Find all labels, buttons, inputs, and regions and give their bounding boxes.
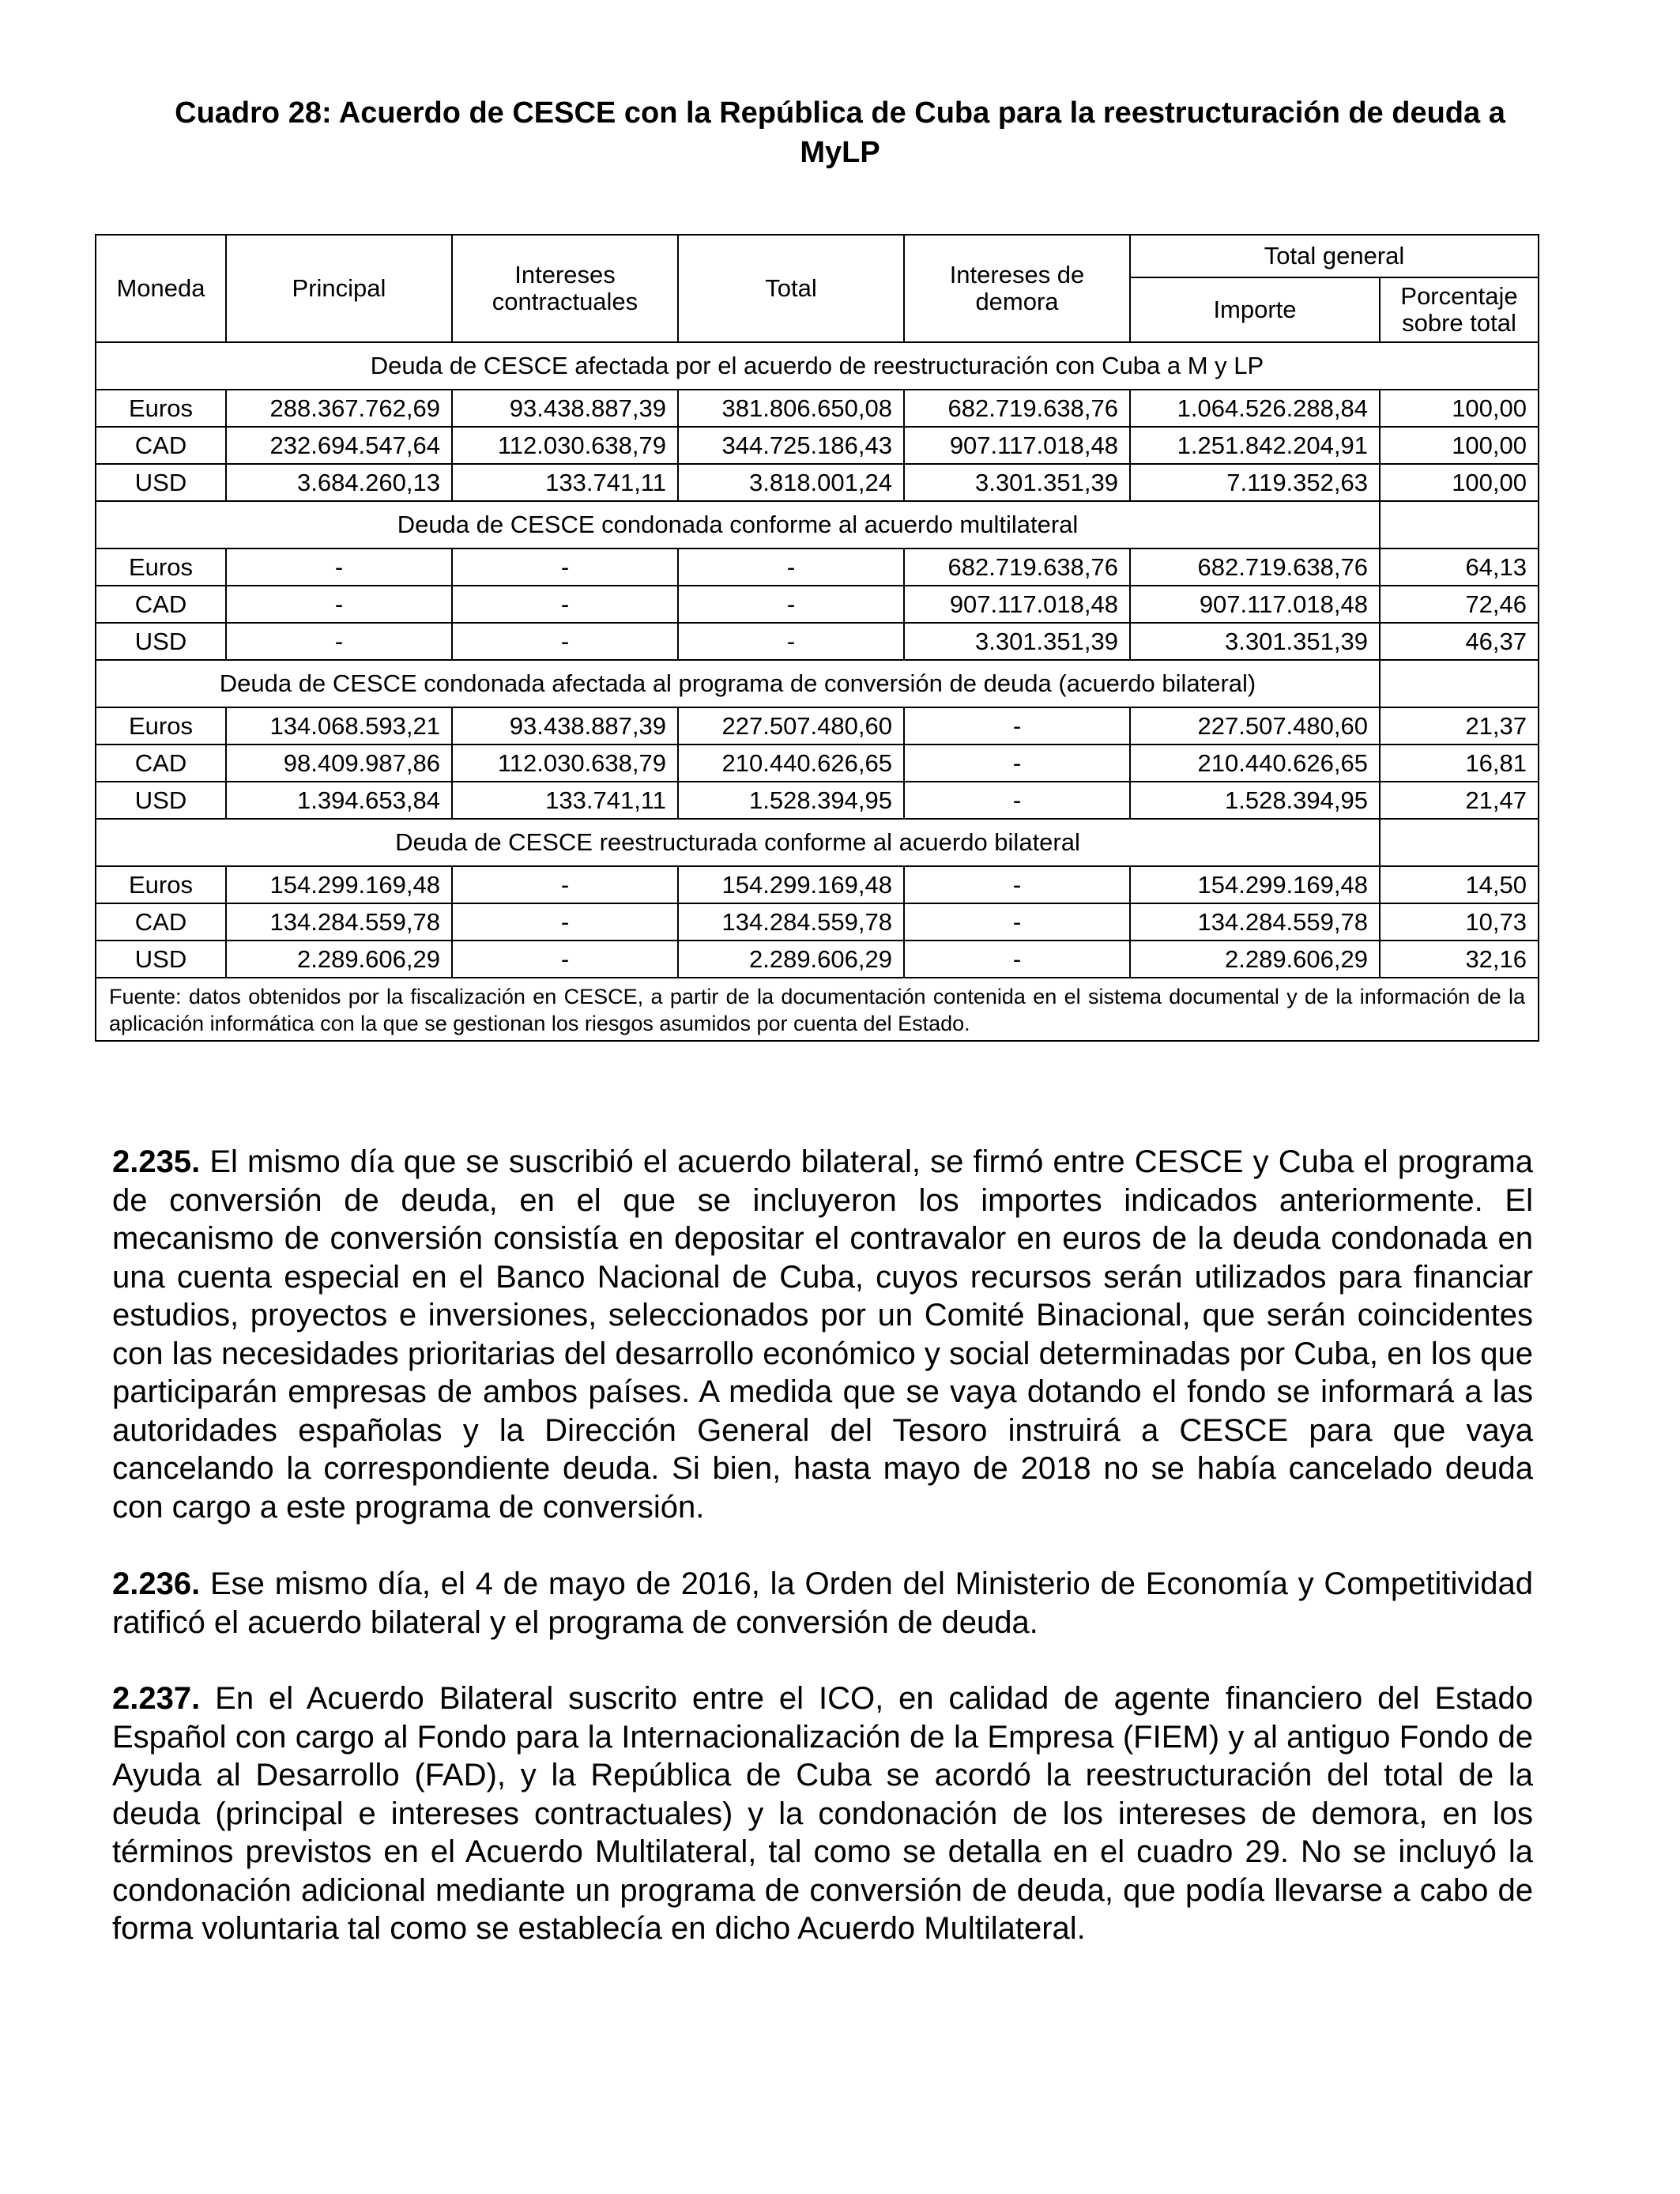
cell-moneda: CAD — [96, 745, 226, 782]
cell-principal: 134.284.559,78 — [226, 903, 452, 941]
section-header-row — [96, 342, 1539, 390]
table-source-note: Fuente: datos obtenidos por la fiscalización en CESCE, a partir de la documentación contenida en el sistema documental y de la información de la aplicación informática con la que se gestionan los riesgos asumidos por cuenta del Estado. — [96, 978, 1539, 1041]
cell-moneda: Euros — [96, 707, 226, 745]
cell-intereses: 133.741,11 — [452, 782, 678, 819]
debt-restructuring-table — [95, 234, 1539, 1042]
section-header-row — [96, 501, 1539, 548]
cell-principal: 98.409.987,86 — [226, 745, 452, 782]
paragraph-text: En el Acuerdo Bilateral suscrito entre el ICO, en calidad de agente financiero del Estado Español con cargo al Fondo para la Internacionalización de la Empresa (FIEM) y al antiguo Fondo de Ayuda al Desarrollo (FAD), y la República de Cuba se acordó la reestructuración del total de la deuda (principal e intereses contractuales) y la condonación de los intereses de demora, en los términos previstos en el Acuerdo Multilateral, tal como se detalla en el cuadro 29. No se incluyó la condonación adicional mediante un programa de conversión de deuda, que podía llevarse a cabo de forma voluntaria tal como se establecía en dicho Acuerdo Multilateral. — [112, 1681, 1533, 1946]
cell-total: 2.289.606,29 — [678, 941, 904, 978]
cell-principal: 3.684.260,13 — [226, 464, 452, 501]
section-title: Deuda de CESCE condonada afectada al programa de conversión de deuda (acuerdo bilateral) — [96, 660, 1380, 707]
cell-total: - — [678, 548, 904, 586]
cell-demora: 907.117.018,48 — [904, 427, 1130, 464]
table-row — [96, 548, 1539, 586]
cell-porcentaje: 100,00 — [1380, 390, 1539, 427]
cell-porcentaje: 32,16 — [1380, 941, 1539, 978]
cell-total: 210.440.626,65 — [678, 745, 904, 782]
table-row — [96, 623, 1539, 660]
cell-principal: - — [226, 623, 452, 660]
cell-intereses: 112.030.638,79 — [452, 427, 678, 464]
cell-total: 154.299.169,48 — [678, 866, 904, 903]
section-title: Deuda de CESCE reestructurada conforme al acuerdo bilateral — [96, 819, 1380, 866]
cell-porcentaje: 14,50 — [1380, 866, 1539, 903]
cell-porcentaje: 21,37 — [1380, 707, 1539, 745]
table-row — [96, 903, 1539, 941]
section-empty-cell — [1380, 819, 1539, 866]
header-intereses-contractuales: Intereses contractuales — [452, 235, 678, 342]
cell-moneda: USD — [96, 941, 226, 978]
cell-intereses: 133.741,11 — [452, 464, 678, 501]
section-empty-cell — [1380, 501, 1539, 548]
cell-intereses: 112.030.638,79 — [452, 745, 678, 782]
cell-moneda: Euros — [96, 866, 226, 903]
cell-total: 134.284.559,78 — [678, 903, 904, 941]
paragraph-2-237 — [112, 1679, 1533, 1948]
cell-total: - — [678, 586, 904, 623]
cell-intereses: - — [452, 548, 678, 586]
cell-importe: 1.251.842.204,91 — [1130, 427, 1380, 464]
cell-importe: 134.284.559,78 — [1130, 903, 1380, 941]
cell-demora: - — [904, 903, 1130, 941]
cell-moneda: USD — [96, 623, 226, 660]
section-title: Deuda de CESCE condonada conforme al acuerdo multilateral — [96, 501, 1380, 548]
paragraph-number: 2.237. — [112, 1681, 201, 1716]
cell-intereses: - — [452, 623, 678, 660]
table-row — [96, 745, 1539, 782]
cell-demora: - — [904, 707, 1130, 745]
table-caption — [79, 93, 1601, 172]
cell-importe: 2.289.606,29 — [1130, 941, 1380, 978]
table-row — [96, 586, 1539, 623]
cell-demora: 3.301.351,39 — [904, 464, 1130, 501]
header-porcentaje: Porcentaje sobre total — [1380, 277, 1539, 342]
table-row — [96, 464, 1539, 501]
cell-demora: - — [904, 782, 1130, 819]
cell-intereses: - — [452, 866, 678, 903]
paragraph-number: 2.236. — [112, 1566, 201, 1601]
cell-moneda: USD — [96, 782, 226, 819]
cell-porcentaje: 16,81 — [1380, 745, 1539, 782]
cell-intereses: - — [452, 586, 678, 623]
cell-moneda: Euros — [96, 548, 226, 586]
cell-principal: 134.068.593,21 — [226, 707, 452, 745]
table-row — [96, 707, 1539, 745]
cell-demora: - — [904, 941, 1130, 978]
cell-demora: 907.117.018,48 — [904, 586, 1130, 623]
paragraph-2-236 — [112, 1565, 1533, 1642]
cell-importe: 682.719.638,76 — [1130, 548, 1380, 586]
cell-moneda: CAD — [96, 903, 226, 941]
paragraph-text: El mismo día que se suscribió el acuerdo bilateral, se firmó entre CESCE y Cuba el programa de conversión de deuda, en el que se incluyeron los importes indicados anteriormente. El mecanismo de conversión consistía en depositar el contravalor en euros de la deuda condonada en una cuenta especial en el Banco Nacional de Cuba, cuyos recursos serán utilizados para financiar estudios, proyectos e inversiones, seleccionados por un Comité Binacional, que serán coincidentes con las necesidades prioritarias del desarrollo económico y social determinadas por Cuba, en los que participarán empresas de ambos países. A medida que se vaya dotando el fondo se informará a las autoridades españolas y la Dirección General del Tesoro instruirá a CESCE para que vaya cancelando la correspondiente deuda. Si bien, hasta mayo de 2018 no se había cancelado deuda con cargo a este programa de conversión. — [112, 1144, 1533, 1525]
cell-porcentaje: 46,37 — [1380, 623, 1539, 660]
header-principal: Principal — [226, 235, 452, 342]
cell-importe: 227.507.480,60 — [1130, 707, 1380, 745]
table-row — [96, 782, 1539, 819]
header-intereses-demora: Intereses de demora — [904, 235, 1130, 342]
table-body — [96, 342, 1539, 978]
cell-moneda: USD — [96, 464, 226, 501]
table-row — [96, 390, 1539, 427]
cell-intereses: 93.438.887,39 — [452, 390, 678, 427]
cell-moneda: CAD — [96, 586, 226, 623]
cell-intereses: - — [452, 903, 678, 941]
header-importe: Importe — [1130, 277, 1380, 342]
cell-total: 227.507.480,60 — [678, 707, 904, 745]
paragraph-number: 2.235. — [112, 1144, 201, 1179]
cell-principal: 288.367.762,69 — [226, 390, 452, 427]
table-caption-line-1: Cuadro 28: Acuerdo de CESCE con la República de Cuba para la reestructuración de deuda a — [175, 96, 1505, 130]
cell-importe: 3.301.351,39 — [1130, 623, 1380, 660]
cell-porcentaje: 100,00 — [1380, 464, 1539, 501]
cell-importe: 907.117.018,48 — [1130, 586, 1380, 623]
table-row — [96, 941, 1539, 978]
cell-total: 1.528.394,95 — [678, 782, 904, 819]
cell-importe: 1.528.394,95 — [1130, 782, 1380, 819]
cell-principal: 154.299.169,48 — [226, 866, 452, 903]
header-total: Total — [678, 235, 904, 342]
cell-principal: 1.394.653,84 — [226, 782, 452, 819]
table-row — [96, 427, 1539, 464]
section-header-row — [96, 660, 1539, 707]
cell-importe: 1.064.526.288,84 — [1130, 390, 1380, 427]
header-total-general: Total general — [1130, 235, 1539, 277]
table-caption-line-2: MyLP — [800, 136, 880, 169]
cell-principal: 232.694.547,64 — [226, 427, 452, 464]
cell-porcentaje: 21,47 — [1380, 782, 1539, 819]
section-header-row — [96, 819, 1539, 866]
cell-porcentaje: 64,13 — [1380, 548, 1539, 586]
cell-importe: 210.440.626,65 — [1130, 745, 1380, 782]
cell-intereses: - — [452, 941, 678, 978]
paragraph-text: Ese mismo día, el 4 de mayo de 2016, la Orden del Ministerio de Economía y Competitividad ratificó el acuerdo bilateral y el programa de conversión de deuda. — [112, 1566, 1533, 1640]
cell-porcentaje: 100,00 — [1380, 427, 1539, 464]
cell-porcentaje: 10,73 — [1380, 903, 1539, 941]
cell-demora: 682.719.638,76 — [904, 390, 1130, 427]
cell-moneda: CAD — [96, 427, 226, 464]
table-row — [96, 866, 1539, 903]
section-title: Deuda de CESCE afectada por el acuerdo de reestructuración con Cuba a M y LP — [96, 342, 1539, 390]
cell-principal: 2.289.606,29 — [226, 941, 452, 978]
cell-principal: - — [226, 548, 452, 586]
cell-total: 381.806.650,08 — [678, 390, 904, 427]
cell-total: 3.818.001,24 — [678, 464, 904, 501]
cell-moneda: Euros — [96, 390, 226, 427]
cell-demora: 3.301.351,39 — [904, 623, 1130, 660]
cell-principal: - — [226, 586, 452, 623]
cell-importe: 154.299.169,48 — [1130, 866, 1380, 903]
cell-total: 344.725.186,43 — [678, 427, 904, 464]
cell-intereses: 93.438.887,39 — [452, 707, 678, 745]
paragraph-2-235 — [112, 1143, 1533, 1526]
cell-total: - — [678, 623, 904, 660]
cell-demora: - — [904, 745, 1130, 782]
section-empty-cell — [1380, 660, 1539, 707]
cell-demora: 682.719.638,76 — [904, 548, 1130, 586]
cell-importe: 7.119.352,63 — [1130, 464, 1380, 501]
header-moneda: Moneda — [96, 235, 226, 342]
cell-porcentaje: 72,46 — [1380, 586, 1539, 623]
cell-demora: - — [904, 866, 1130, 903]
